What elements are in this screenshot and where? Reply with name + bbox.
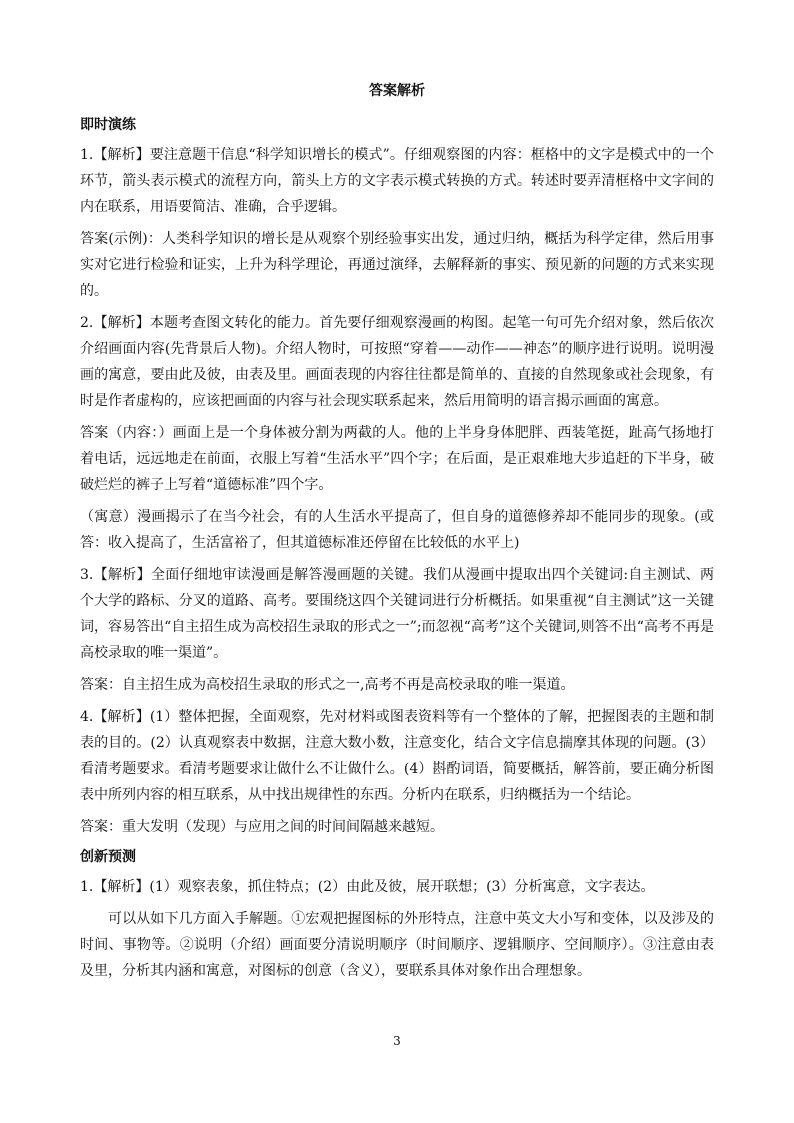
- section-heading-prediction: 创新预测: [80, 849, 136, 865]
- paragraph: 答案(示例)：人类科学知识的增长是从观察个别经验事实出发，通过归纳，概括为科学定律，然后用事实对它进行检验和证实，上升为科学理论，再通过演绎，去解释新的事实、预见新的问题的方式来实现的。: [80, 231, 714, 299]
- page-number: 3: [393, 1034, 401, 1048]
- paragraph: （寓意）漫画揭示了在当今社会，有的人生活水平提高了，但自身的道德修养却不能同步的现象。(或答：收入提高了，生活富裕了，但其道德标准还停留在比较低的水平上): [80, 509, 714, 551]
- paragraph: 3.【解析】全面仔细地审读漫画是解答漫画题的关键。我们从漫画中提取出四个关键词:自主测试、两个大学的路标、分叉的道路、高考。要围绕这四个关键词进行分析概括。如果重视“自主测试”这一关键词，容易答出“自主招生成为高校招生录取的形式之一”;而忽视“高考”这个关键词,则答不出“高考不再是高校录取的唯一渠道”。: [80, 567, 714, 661]
- page-content: [80, 80, 714, 990]
- paragraph: 1.【解析】(1）观察表象，抓住特点；(2）由此及彼，展开联想；(3）分析寓意，文字表达。: [80, 879, 655, 895]
- paragraph: 4.【解析】(1）整体把握，全面观察，先对材料或图表资料等有一个整体的了解，把握图表的主题和制表的目的。(2）认真观察表中数据，注意大数小数，注意变化，结合文字信息揣摩其体现的问题。(3）看清考题要求。看清考题要求让做什么不让做什么。(4）斟酌词语，简要概括，解答前，要正确分析图表中所列内容的相互联系，从中找出规律性的东西。分析内在联系，归纳概括为一个结论。: [80, 709, 714, 803]
- paragraph: 2.【解析】本题考查图文转化的能力。首先要仔细观察漫画的构图。起笔一句可先介绍对象，然后依次介绍画面内容(先背景后人物)。介绍人物时，可按照“穿着——动作——神态”的顺序进行说明。说明漫画的寓意，要由此及彼，由表及里。画面表现的内容往往都是简单的、直接的自然现象或社会现象，有时是作者虚构的，应该把画面的内容与社会现实联系起来，然后用简明的语言揭示画面的寓意。: [80, 315, 714, 409]
- paragraph: 1.【解析】要注意题干信息“科学知识增长的模式”。仔细观察图的内容：框格中的文字是模式中的一个环节，箭头表示模式的流程方向，箭头上方的文字表示模式转换的方式。转述时要弄清框格中文字间的内在联系，用语要简洁、准确，合乎逻辑。: [80, 147, 714, 215]
- paragraph: 答案：重大发明（发现）与应用之间的时间间隔越来越短。: [80, 819, 444, 835]
- paragraph: 可以从如下几方面入手解题。①宏观把握图标的外形特点，注意中英文大小写和变体，以及涉及的时间、事物等。②说明（介绍）画面要分清说明顺序（时间顺序、逻辑顺序、空间顺序）。③注意由表及里，分析其内涵和寓意，对图标的创意（含义），要联系具体对象作出合理想象。: [80, 911, 714, 979]
- page-title: 答案解析: [369, 83, 425, 99]
- paragraph: 答案：自主招生成为高校招生录取的形式之一,高考不再是高校录取的唯一渠道。: [80, 677, 575, 693]
- paragraph: 答案（内容：）画面上是一个身体被分割为两截的人。他的上半身身体肥胖、西装笔挺，趾高气扬地打着电话，远远地走在前面，衣服上写着“生活水平”四个字；在后面，是正艰难地大步追赶的下半身，破破烂烂的裤子上写着“道德标准”四个字。: [80, 425, 714, 493]
- section-heading-practice: 即时演练: [80, 117, 136, 133]
